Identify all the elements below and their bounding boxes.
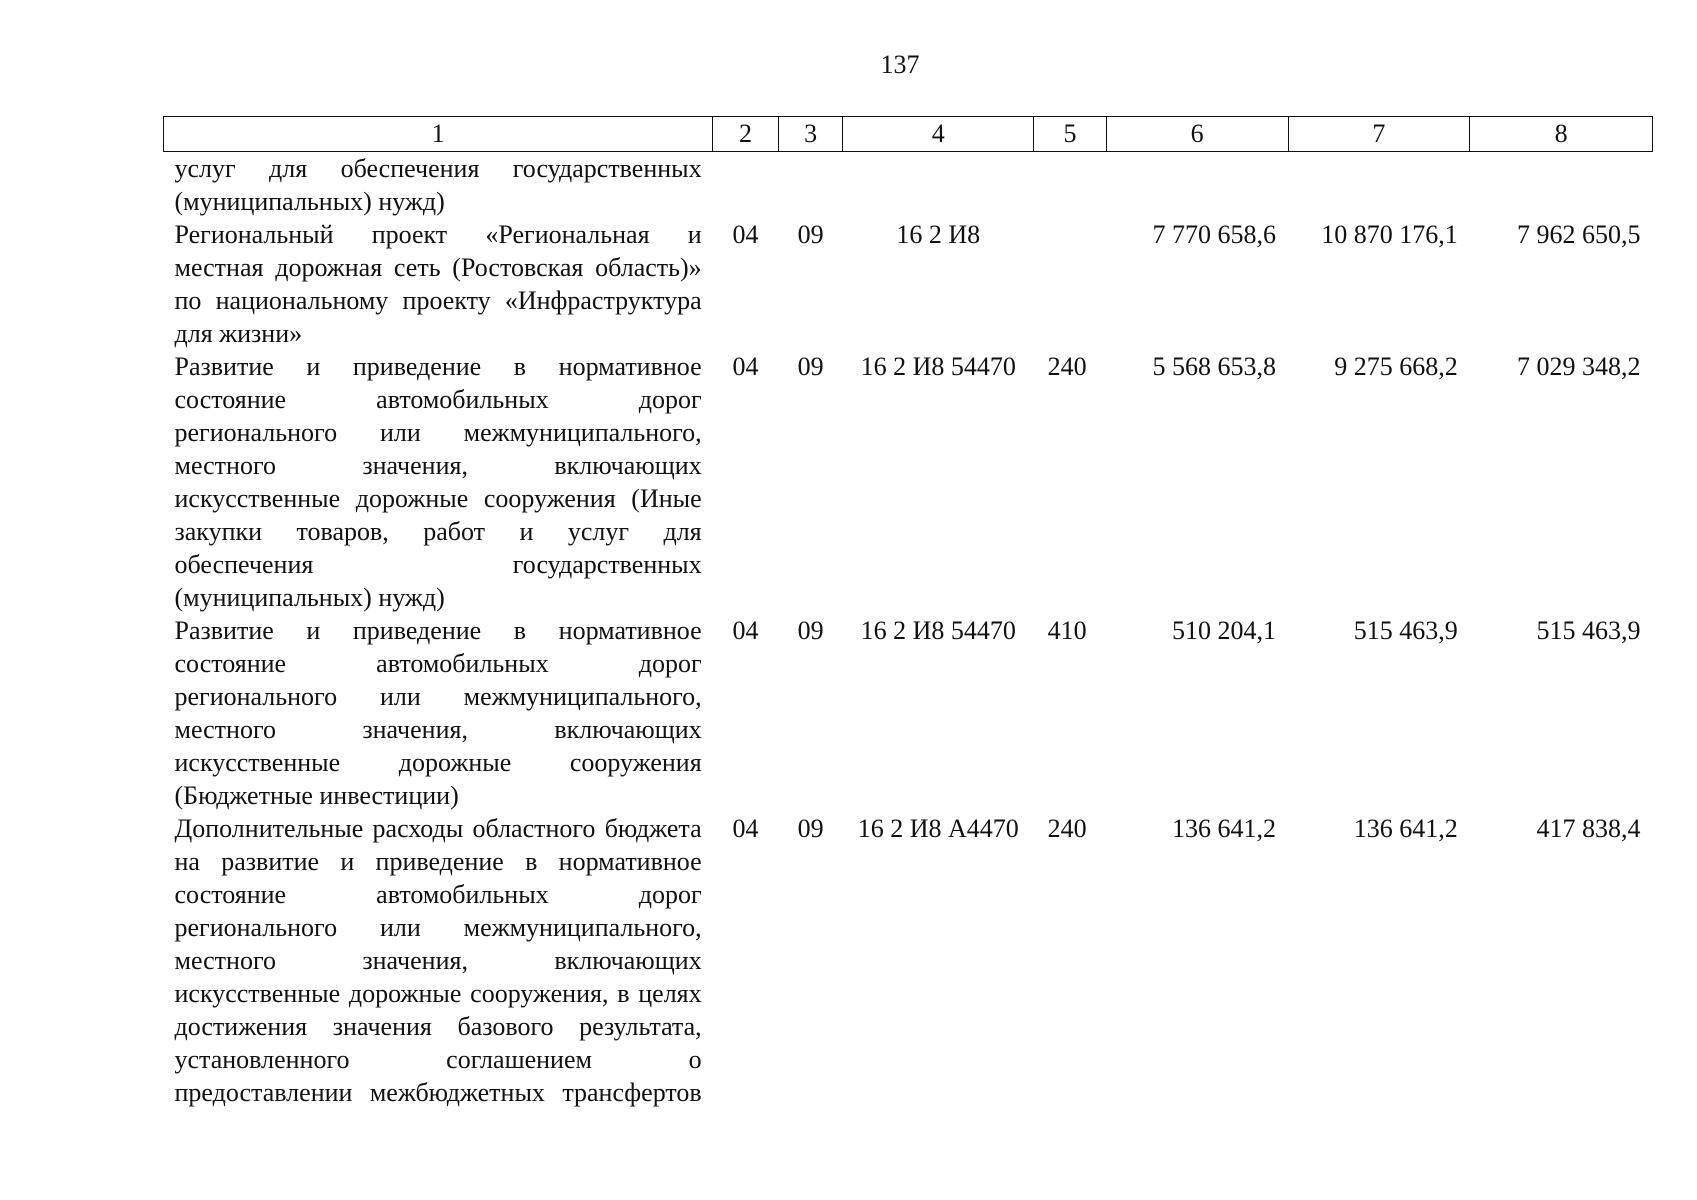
row-subsection: 09: [797, 814, 824, 843]
page-number: 137: [880, 50, 920, 79]
row-target-article: 16 2 И8 А4470: [857, 814, 1019, 843]
row-amount-col8: [1470, 152, 1653, 219]
row-amount-col6: 510 204,1: [1172, 616, 1277, 645]
row-target-article: 16 2 И8: [896, 220, 981, 249]
header-row: [164, 117, 1653, 152]
header-col-8: 8: [1470, 117, 1653, 152]
row-amount-col8: 515 463,9: [1536, 616, 1641, 645]
row-section: 04: [732, 814, 759, 843]
row-section: 04: [732, 220, 759, 249]
table-row: [164, 152, 1653, 219]
header-col-3: 3: [778, 117, 843, 152]
row-target-article: 16 2 И8 54470: [860, 352, 1016, 381]
row-amount-col7: 136 641,2: [1353, 814, 1458, 843]
row-expense-type: [1034, 152, 1107, 219]
header-col-7: 7: [1288, 117, 1470, 152]
header-col-2: 2: [713, 117, 779, 152]
row-amount-col6: 136 641,2: [1172, 814, 1277, 843]
row-amount-col8: 417 838,4: [1536, 814, 1641, 843]
table-row: [164, 350, 1653, 614]
row-section: 04: [732, 352, 759, 381]
row-amount-col8: 7 029 348,2: [1517, 352, 1641, 381]
row-target-article: [843, 152, 1034, 219]
row-amount-col7: 9 275 668,2: [1334, 352, 1458, 381]
header-col-1: 1: [164, 117, 713, 152]
header-col-6: 6: [1106, 117, 1288, 152]
row-expense-type: 240: [1047, 352, 1087, 381]
row-amount-col6: 5 568 653,8: [1152, 352, 1277, 381]
row-target-article: 16 2 И8 54470: [860, 616, 1016, 645]
table-row: [164, 614, 1653, 812]
header-col-5: 5: [1034, 117, 1107, 152]
row-name: Развитие и приведение в нормативное состояние автомобильных дорог регионального или межмуниципального, местного значения, включающих искусственные дорожные сооружения (Иные закупки товаров, работ и услуг для обеспечения государственных (муниципальных) нужд): [174, 352, 702, 612]
row-expense-type: 410: [1047, 616, 1087, 645]
row-amount-col8: 7 962 650,5: [1517, 220, 1641, 249]
row-subsection: [778, 152, 843, 219]
row-subsection: 09: [797, 616, 824, 645]
row-name: Региональный проект «Региональная и местная дорожная сеть (Ростовская область)» по национальному проекту «Инфраструктура для жизни»: [174, 220, 702, 348]
row-amount-col7: 10 870 176,1: [1321, 220, 1458, 249]
row-expense-type: [1034, 218, 1107, 350]
row-subsection: 09: [797, 220, 824, 249]
table-row: [164, 812, 1653, 1109]
row-section: [713, 152, 779, 219]
row-amount-col6: [1106, 152, 1288, 219]
row-name: услуг для обеспечения государственных (муниципальных) нужд): [174, 154, 702, 216]
budget-table: [163, 116, 1653, 1109]
row-amount-col6: 7 770 658,6: [1152, 220, 1277, 249]
row-name: Дополнительные расходы областного бюджета на развитие и приведение в нормативное состояние автомобильных дорог регионального или межмуниципального, местного значения, включающих искусственные дорожные сооружения, в целях достижения значения базового результата, установленного соглашением о предоставлении межбюджетных трансфертов: [174, 814, 702, 1107]
row-subsection: 09: [797, 352, 824, 381]
row-amount-col7: 515 463,9: [1353, 616, 1458, 645]
row-amount-col7: [1288, 152, 1470, 219]
row-name: Развитие и приведение в нормативное состояние автомобильных дорог регионального или межмуниципального, местного значения, включающих искусственные дорожные сооружения (Бюджетные инвестиции): [174, 616, 702, 810]
table-row: [164, 218, 1653, 350]
header-col-4: 4: [843, 117, 1034, 152]
row-section: 04: [732, 616, 759, 645]
row-expense-type: 240: [1047, 814, 1087, 843]
